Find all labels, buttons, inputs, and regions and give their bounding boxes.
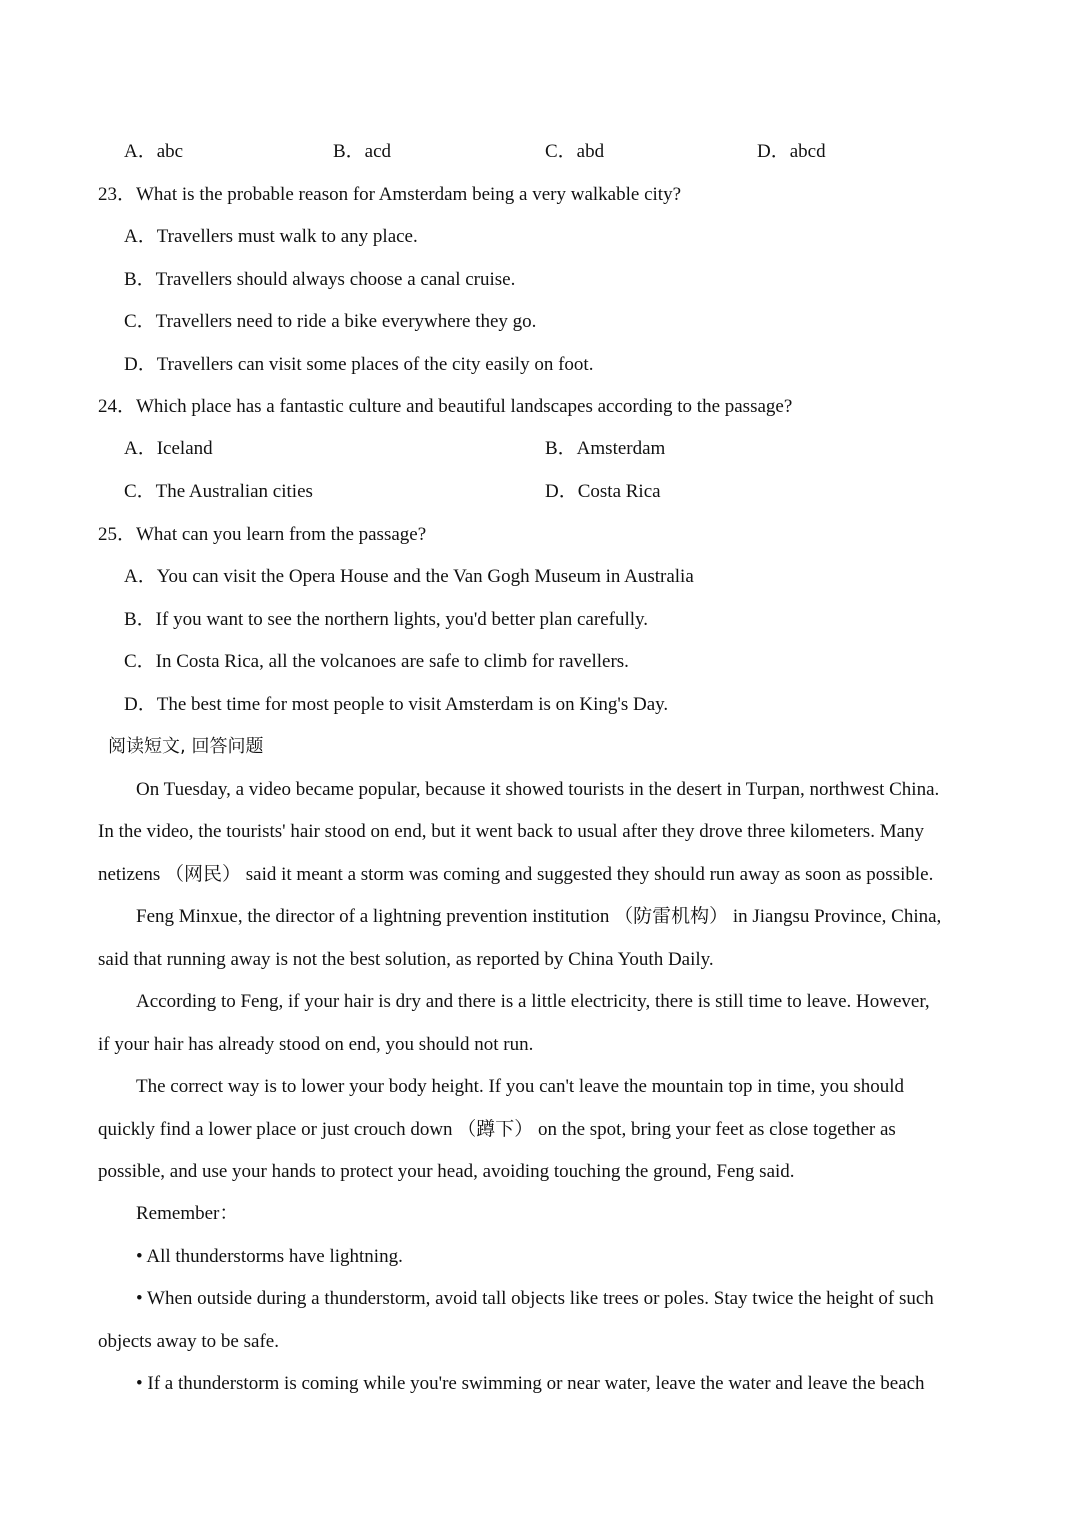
- q24-question: 24．Which place has a fantastic culture and beautiful landscapes according to the passage?: [98, 396, 793, 417]
- passage-p4-line2: quickly find a lower place or just crouch down （蹲下） on the spot, bring your feet as close together as: [98, 1119, 896, 1140]
- q24-option-b: B．Amsterdam: [545, 438, 666, 459]
- bullet-2-line2: objects away to be safe.: [98, 1331, 279, 1352]
- passage-p1-line3: netizens （网民） said it meant a storm was coming and suggested they should run away as soon as possible.: [98, 864, 934, 885]
- passage-p3-line2: if your hair has already stood on end, you should not run.: [98, 1034, 534, 1055]
- q22-option-c: C．abd: [545, 141, 605, 162]
- passage-p4-line1: The correct way is to lower your body height. If you can't leave the mountain top in time, you should: [136, 1076, 904, 1097]
- q23-option-d: D．Travellers can visit some places of the city easily on foot.: [124, 354, 594, 375]
- q23-option-b: B．Travellers should always choose a canal cruise.: [124, 269, 516, 290]
- q25-option-b: B．If you want to see the northern lights, you'd better plan carefully.: [124, 609, 649, 630]
- q25-question: 25．What can you learn from the passage?: [98, 524, 427, 545]
- passage-p4-line3: possible, and use your hands to protect your head, avoiding touching the ground, Feng said.: [98, 1161, 795, 1182]
- q24-option-d: D．Costa Rica: [545, 481, 661, 502]
- passage-p2-line2: said that running away is not the best solution, as reported by China Youth Daily.: [98, 949, 714, 970]
- passage-p1-line1: On Tuesday, a video became popular, because it showed tourists in the desert in Turpan, northwest China.: [136, 779, 940, 800]
- q25-option-d: D．The best time for most people to visit Amsterdam is on King's Day.: [124, 694, 669, 715]
- q24-option-a: A．Iceland: [124, 438, 213, 459]
- passage-p1-line2: In the video, the tourists' hair stood on end, but it went back to usual after they drove three kilometers. Many: [98, 821, 925, 842]
- passage-p2-line1: Feng Minxue, the director of a lightning prevention institution （防雷机构） in Jiangsu Province, China,: [136, 906, 942, 927]
- q25-option-a: A．You can visit the Opera House and the Van Gogh Museum in Australia: [124, 566, 694, 587]
- q22-option-a: A．abc: [124, 141, 184, 162]
- section-title: 阅读短文, 回答问题: [108, 736, 264, 757]
- q23-option-a: A．Travellers must walk to any place.: [124, 226, 418, 247]
- q22-option-b: B．acd: [333, 141, 392, 162]
- bullet-2-line1: • When outside during a thunderstorm, avoid tall objects like trees or poles. Stay twice the height of such: [136, 1288, 934, 1309]
- q23-option-c: C．Travellers need to ride a bike everywhere they go.: [124, 311, 537, 332]
- q23-question: 23．What is the probable reason for Amsterdam being a very walkable city?: [98, 184, 681, 205]
- bullet-3-line1: • If a thunderstorm is coming while you're swimming or near water, leave the water and leave the beach: [136, 1373, 925, 1394]
- passage-p3-line1: According to Feng, if your hair is dry and there is a little electricity, there is still time to leave. However,: [136, 991, 930, 1012]
- bullet-1: • All thunderstorms have lightning.: [136, 1246, 403, 1267]
- q22-option-d: D．abcd: [757, 141, 826, 162]
- q25-option-c: C．In Costa Rica, all the volcanoes are safe to climb for ravellers.: [124, 651, 629, 672]
- q24-option-c: C．The Australian cities: [124, 481, 313, 502]
- remember-heading: Remember：: [136, 1203, 239, 1224]
